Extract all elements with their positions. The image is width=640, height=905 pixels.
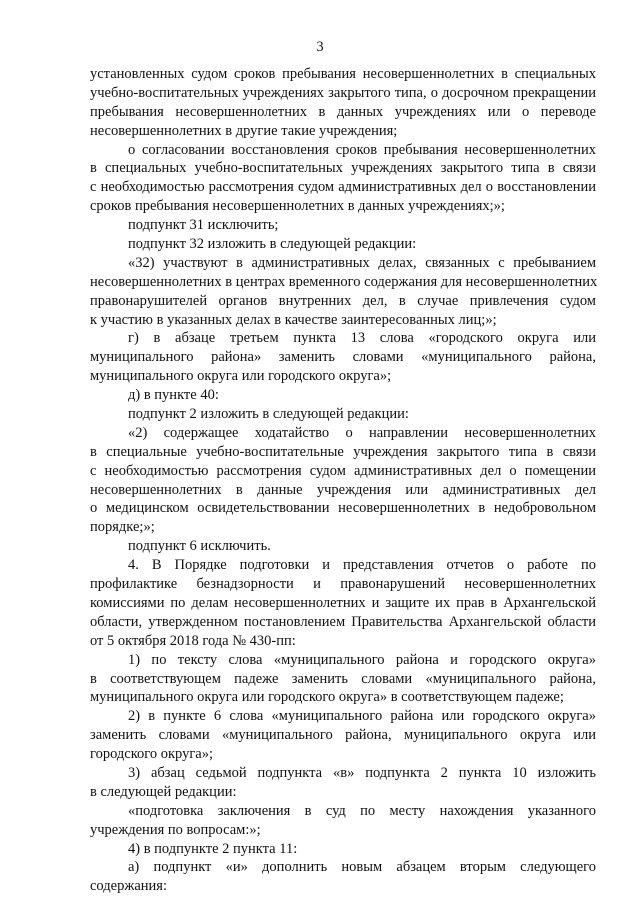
text-line: д) в пункте 40: — [128, 387, 219, 404]
text-line: 2) в пункте 6 слова «муниципального района или городского округа» — [128, 708, 596, 725]
text-line: к участию в указанных делах в качестве заинтересованных лиц;»; — [90, 311, 497, 328]
text-line: муниципального округа или городского округа»; — [90, 368, 392, 385]
text-line: несовершеннолетних в центрах временного содержания для несовершеннолетних — [90, 273, 598, 290]
text-line: в специальные учебно-воспитательные учреждения закрытого типа в связи — [90, 443, 596, 460]
text-line: в соответствующем падеже заменить словами «муниципального района, — [90, 670, 596, 687]
text-line: г) в абзаце третьем пункта 13 слова «городского округа или — [128, 330, 596, 347]
text-line: о медицинском освидетельствовании несовершеннолетних в недобровольном — [90, 500, 596, 517]
text-line: области, утвержденном постановлением Правительства Архангельской области — [90, 613, 596, 630]
text-line: комиссиями по делам несовершеннолетних и защите их прав в Архангельской — [90, 594, 596, 611]
text-line: городского округа»; — [90, 746, 214, 763]
text-line: с необходимостью рассмотрения судом административных дел о восстановлении — [90, 179, 596, 196]
text-line: несовершеннолетних в другие такие учреждения; — [90, 122, 398, 139]
text-line: о согласовании восстановления сроков пребывания несовершеннолетних — [128, 141, 596, 158]
text-line: подпункт 6 исключить. — [128, 538, 271, 555]
text-line: подпункт 31 исключить; — [128, 217, 279, 234]
text-line: несовершеннолетних в данные учреждения или административных дел — [90, 481, 596, 498]
text-line: в специальных учебно-воспитательных учреждениях закрытого типа в связи — [90, 160, 596, 177]
text-line: муниципального округа или городского округа» в соответствующем падеже; — [90, 689, 564, 706]
text-line: учебно-воспитательных учреждениях закрытого типа, о досрочном прекращении — [90, 84, 596, 101]
text-line: от 5 октября 2018 года № 430-пп: — [90, 632, 296, 649]
text-line: с необходимостью рассмотрения судом административных дел о помещении — [90, 462, 596, 479]
text-line: 3) абзац седьмой подпункта «в» подпункта 2 пункта 10 изложить — [128, 764, 596, 781]
text-line: установленных судом сроков пребывания несовершеннолетних в специальных — [90, 66, 596, 82]
page-number: 3 — [316, 39, 324, 55]
text-line: в следующей редакции: — [90, 783, 237, 800]
document-body — [90, 65, 596, 896]
text-line: подпункт 32 изложить в следующей редакции: — [128, 236, 417, 253]
text-line: 4. В Порядке подготовки и представления отчетов о работе по — [128, 557, 596, 574]
text-line: порядке;»; — [90, 519, 155, 536]
text-line: подпункт 2 изложить в следующей редакции: — [128, 406, 409, 423]
text-line: а) подпункт «и» дополнить новым абзацем вторым следующего — [128, 859, 596, 876]
text-line: «подготовка заключения в суд по месту нахождения указанного — [128, 802, 596, 819]
text-line: содержания: — [90, 878, 168, 895]
text-line: правонарушителей органов внутренних дел, в случае привлечения судом — [90, 292, 596, 309]
text-line: учреждения по вопросам:»; — [90, 821, 261, 838]
text-line: 4) в подпункте 2 пункта 11: — [128, 840, 298, 857]
text-line: заменить словами «муниципального района, муниципального округа или — [90, 727, 596, 744]
text-line: профилактике безнадзорности и правонарушений несовершеннолетних — [90, 576, 596, 593]
text-line: 1) по тексту слова «муниципального района и городского округа» — [128, 651, 596, 668]
text-line: «32) участвуют в административных делах, связанных с пребыванием — [128, 254, 596, 271]
text-line: сроков пребывания несовершеннолетних в данных учреждениях;»; — [90, 198, 505, 215]
text-line: пребывания несовершеннолетних в данных учреждениях или о переводе — [90, 103, 596, 120]
text-line: муниципального района» заменить словами «муниципального района, — [90, 349, 596, 366]
text-line: «2) содержащее ходатайство о направлении несовершеннолетних — [128, 424, 596, 441]
